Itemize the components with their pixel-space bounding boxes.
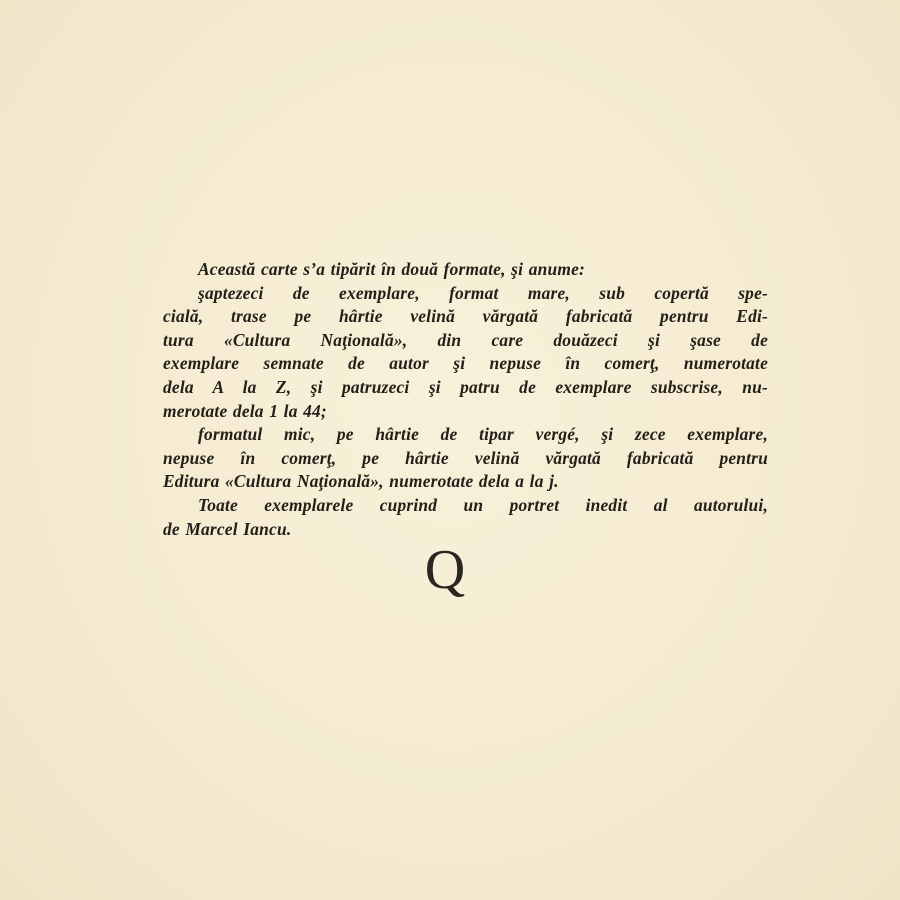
- colophon-line: de Marcel Iancu.: [163, 518, 292, 539]
- colophon-line: tura «Cultura Naţională», din care douăzeci şi şase de: [163, 329, 768, 350]
- colophon-line: merotate dela 1 la 44;: [163, 400, 327, 421]
- colophon-line: şaptezeci de exemplare, format mare, sub copertă spe-: [198, 282, 768, 303]
- printer-mark: Q: [424, 539, 466, 601]
- colophon-line: exemplare semnate de autor şi nepuse în comerţ, numerotate: [163, 353, 768, 374]
- colophon-line: cială, trase pe hârtie velină vărgată fabricată pentru Edi-: [163, 306, 768, 327]
- colophon-line: dela A la Z, şi patruzeci şi patru de exemplare subscrise, nu-: [163, 376, 768, 397]
- colophon-text: [163, 258, 768, 541]
- colophon-line: Editura «Cultura Naţională», numerotate dela a la j.: [163, 471, 559, 492]
- colophon-line: Toate exemplarele cuprind un portret inedit al autorului,: [198, 494, 768, 515]
- colophon-line: Această carte s’a tipărit în două formate, şi anume:: [198, 259, 585, 279]
- colophon-line: nepuse în comerţ, pe hârtie velină vărgată fabricată pentru: [163, 447, 768, 468]
- colophon-line: formatul mic, pe hârtie de tipar vergé, şi zece exemplare,: [198, 424, 768, 445]
